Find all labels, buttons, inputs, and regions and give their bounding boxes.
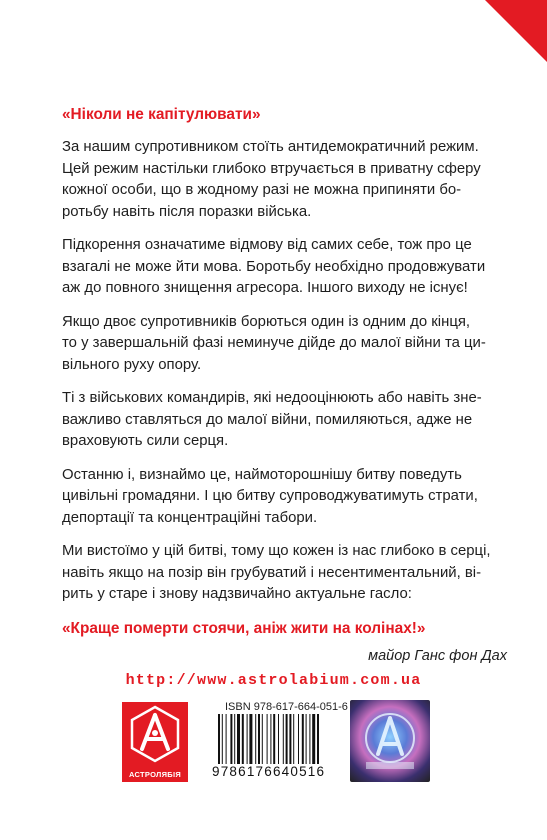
line: Якщо двоє супротивників борються один із одним до кінця,: [62, 313, 471, 330]
line: Ми вистоїмо у цій битві, тому що кожен із нас глибоко в серці,: [62, 543, 491, 559]
line: кожної особи, що в жодному разі не можна припиняти бо-: [62, 182, 462, 198]
line: враховують сили серця.: [62, 433, 229, 449]
publisher-url[interactable]: http://www.astrolabium.com.ua: [125, 672, 422, 689]
line: Цей режим настільки глибоко втручається в приватну сферу: [62, 160, 481, 177]
barcode-icon: [218, 714, 346, 764]
logo-label: АСТРОЛЯБІЯ: [128, 770, 182, 779]
corner-triangle: [485, 0, 547, 62]
line: взагалі не може йти мова. Боротьбу необхідно продовжувати: [62, 258, 486, 275]
line: депортації та концентраційні табори.: [62, 509, 318, 526]
line: вільного руху опору.: [62, 356, 202, 373]
line: навіть якщо на позір він грубуватий і несентиментальний, ві-: [62, 564, 482, 581]
line: цивільні громадяни. І цю битву супроводжуватимуть страти,: [62, 488, 478, 504]
back-cover-text: [62, 104, 507, 666]
line: рить у старе і знову надзвичайно актуальне гасло:: [62, 586, 412, 602]
isbn: ISBN 978-617-664-051-6: [225, 701, 348, 713]
hologram-sticker: [350, 700, 430, 782]
slogan: «Краще померти стоячи, аніж жити на колінах!»: [62, 619, 426, 637]
paragraph-3: [62, 312, 507, 377]
line: Підкорення означатиме відмову від самих себе, тож про це: [62, 237, 472, 253]
astrolabe-icon: [128, 705, 182, 767]
line: За нашим супротивником стоїть антидемократичний режим.: [62, 139, 479, 155]
paragraph-6: [62, 541, 507, 606]
line: ротьбу навіть після поразки війська.: [62, 203, 312, 220]
barcode-digits: 9786176640516: [212, 764, 326, 779]
author: майор Ганс фон Дах: [368, 647, 507, 664]
hologram-logo-icon: [358, 706, 422, 776]
line: аж до повного знищення агресора. Іншого виходу не існує!: [62, 280, 468, 296]
line: важливо ставляться до малої війни, помиляються, адже не: [62, 411, 473, 428]
heading: «Ніколи не капітулювати»: [62, 106, 261, 123]
publisher-logo: [122, 702, 188, 782]
paragraph-5: [62, 465, 507, 530]
line: Останню і, визнаймо це, наймоторошнішу битву поведуть: [62, 466, 462, 483]
paragraph-1: [62, 137, 507, 223]
line: то у завершальній фазі неминуче дійде до малої війни та ци-: [62, 335, 486, 351]
paragraph-4: [62, 388, 507, 453]
paragraph-2: [62, 235, 507, 300]
line: Ті з військових командирів, які недооцінюють або навіть зне-: [62, 390, 482, 406]
